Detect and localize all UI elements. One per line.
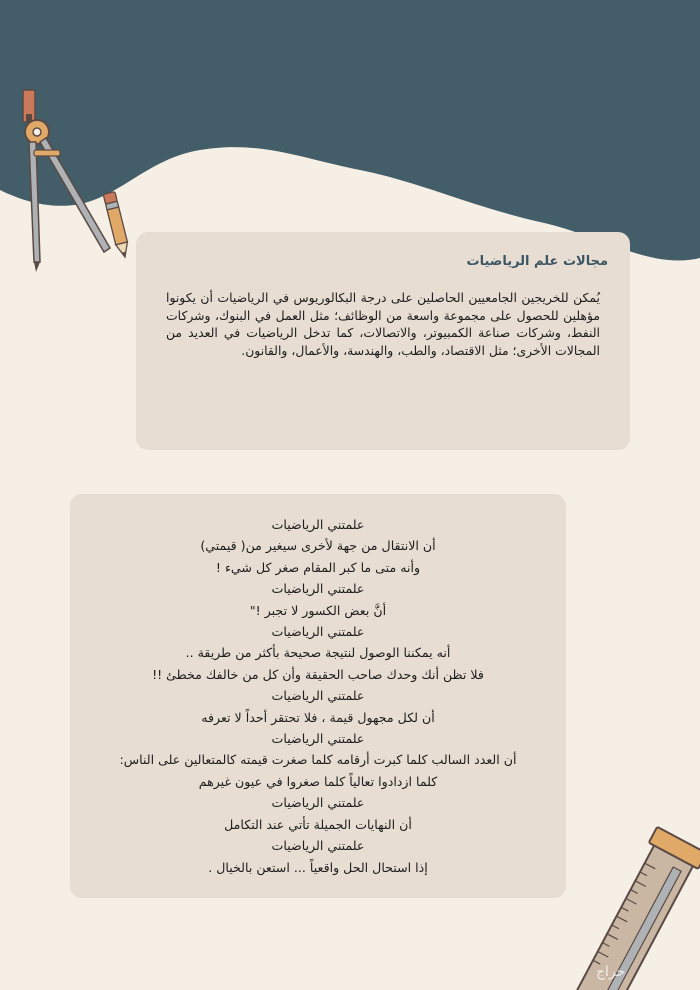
watermark: حراج [596, 964, 626, 980]
poem-line: أن العدد السالب كلما كبرت أرقامه كلما صغرت قيمته كالمتعالين على الناس: [119, 752, 517, 768]
poem-line: علمتني الرياضيات [271, 688, 365, 704]
poem-line: علمتني الرياضيات [271, 838, 365, 854]
poem-line: كلما ازدادوا تعالياً كلما صغروا في عيون غيرهم [198, 773, 438, 789]
poem-line: فلا تظن أنك وحدك صاحب الحقيقة وأن كل من خالفك مخطئ !! [152, 666, 484, 682]
poem-line: أن الانتقال من جهة لأخرى سيغير من( قيمتي) [200, 538, 436, 554]
card-body-text: يُمكن للخريجين الجامعيين الحاصلين على درجة البكالوريوس في الرياضيات أن يكونوا مؤهلين للحصول على مجموعة واسعة من الوظائف؛ مثل العمل في البنوك، وشركات النفط، وشركات صناعة الكمبيوتر، والاتصالات، كما تدخل الرياضيات في العديد من المجالات الأخرى؛ مثل الاقتصاد، والطب، والهندسة، والأعمال، والقانون. [166, 290, 600, 358]
poem-lines [80, 514, 556, 878]
poem-line: أن لكل مجهول قيمة ، فلا تحتقر أحداً لا تعرفه [201, 709, 435, 725]
poem-line: أن النهايات الجميلة تأتي عند التكامل [224, 816, 412, 832]
poem-line: وأنه متى ما كبر المقام صغر كل شيء ! [215, 559, 421, 575]
card-title: مجالات علم الرياضيات [466, 254, 608, 269]
math-fields-card [136, 232, 630, 450]
poem-line: علمتني الرياضيات [271, 624, 365, 640]
poem-line: علمتني الرياضيات [271, 517, 365, 532]
poem-line: علمتني الرياضيات [271, 731, 365, 747]
header-wave [0, 0, 700, 260]
poem-line: علمتني الرياضيات [271, 795, 365, 811]
poem-line: أنَّ بعض الكسور لا تجبر !" [249, 602, 387, 618]
poem-card [70, 494, 566, 898]
poem-line: علمتني الرياضيات [271, 581, 365, 597]
ruler-icon [560, 827, 700, 990]
poem-line: أنه يمكننا الوصول لنتيجة صحيحة بأكثر من طريقة .. [185, 645, 451, 661]
poem-line: إذا استحال الحل واقعياً ... استعن بالخيال . [208, 859, 428, 875]
